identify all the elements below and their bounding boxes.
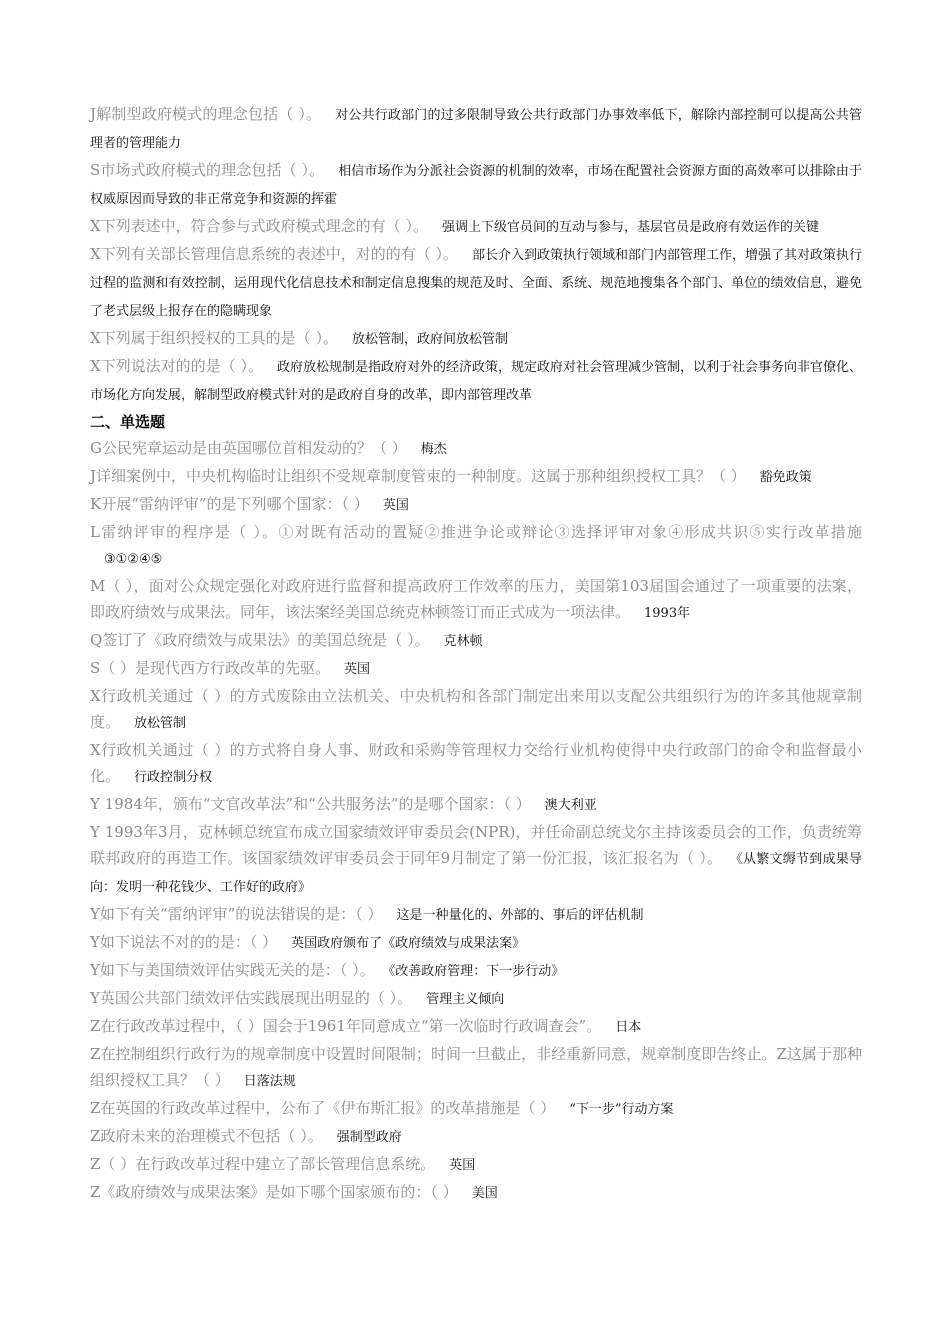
question-item xyxy=(90,655,862,683)
question-text: M（ ），面对公众规定强化对政府进行监督和提高政府工作效率的压力，美国第103届国会通过了一项重要的法案，即政府绩效与成果法。同年，该法案经美国总统克林顿签订而正式成为一项法律。 xyxy=(90,577,862,621)
question-item xyxy=(90,573,862,627)
answer-text: 英国政府颁布了《政府绩效与成果法案》 xyxy=(291,936,526,951)
question-item xyxy=(90,213,862,241)
answer-text: 1993年 xyxy=(644,606,691,621)
question-item xyxy=(90,901,862,929)
question-text: X下列表述中，符合参与式政府模式理念的有（ ）。 xyxy=(90,217,428,235)
answer-text: 相信市场作为分派社会资源的机制的效率，市场在配置社会资源方面的高效率可以排除由于权威原因而导致的非正常竞争和资源的挥霍 xyxy=(90,164,862,207)
question-text: G公民宪章运动是由英国哪位首相发动的？（ ） xyxy=(90,439,407,457)
question-item xyxy=(90,957,862,985)
document-body xyxy=(90,101,862,1207)
question-item xyxy=(90,241,862,325)
question-item xyxy=(90,819,862,901)
question-item xyxy=(90,1151,862,1179)
question-text: J详细案例中，中央机构临时让组织不受规章制度管束的一种制度。这属于那种组织授权工具？（ ） xyxy=(90,467,746,485)
answer-text: 强调上下级官员间的互动与参与，基层官员是政府有效运作的关键 xyxy=(441,220,819,235)
question-text: Q签订了《政府绩效与成果法》的美国总统是（ ）。 xyxy=(90,631,430,649)
question-text: Y英国公共部门绩效评估实践展现出明显的（ ）。 xyxy=(90,989,413,1007)
question-text: S（ ）是现代西方行政改革的先驱。 xyxy=(90,659,331,677)
question-text: Y 1993年3月，克林顿总统宣布成立国家绩效评审委员会(NPR)，并任命副总统戈尔主持该委员会的工作，负责统筹联邦政府的再造工作。该国家绩效评审委员会于同年9月制定了第一份汇报，该汇报名为（ ）。 xyxy=(90,823,862,867)
question-text: Z在英国的行政改革过程中，公布了《伊布斯汇报》的改革措施是（ ） xyxy=(90,1099,556,1117)
answer-text: 梅杰 xyxy=(420,442,447,457)
answer-text: 强制型政府 xyxy=(336,1130,402,1145)
answer-text: 政府放松规制是指政府对外的经济政策，规定政府对社会管理减少管制，以利于社会事务向非官僚化、市场化方向发展，解制型政府模式针对的是政府自身的改革，即内部管理改革 xyxy=(90,360,862,403)
answer-text: 《从繁文缛节到成果导向：发明一种花钱少、工作好的政府》 xyxy=(90,852,862,895)
question-text: Z在控制组织行政行为的规章制度中设置时间限制；时间一旦截止，非经重新同意，规章制度即告终止。Z这属于那种组织授权工具？（ ） xyxy=(90,1045,862,1089)
question-text: X下列有关部长管理信息系统的表述中，对的的有（ ）。 xyxy=(90,245,458,263)
answer-text: 豁免政策 xyxy=(759,470,812,485)
answer-text: 日落法规 xyxy=(243,1074,296,1089)
question-text: Z政府未来的治理模式不包括（ ）。 xyxy=(90,1127,323,1145)
question-item xyxy=(90,985,862,1013)
answer-text: 澳大利亚 xyxy=(544,798,597,813)
question-item xyxy=(90,519,862,573)
question-item xyxy=(90,791,862,819)
question-item xyxy=(90,627,862,655)
answer-text: 对公共行政部门的过多限制导致公共行政部门办事效率低下，解除内部控制可以提高公共管理者的管理能力 xyxy=(90,108,862,151)
answer-text: 美国 xyxy=(471,1186,498,1201)
question-text: X下列说法对的的是（ ）。 xyxy=(90,357,263,375)
question-item xyxy=(90,353,862,409)
answer-text: 放松管制 xyxy=(134,716,187,731)
answer-text: 英国 xyxy=(344,662,371,677)
answer-text: 管理主义倾向 xyxy=(426,992,505,1007)
question-text: X下列属于组织授权的工具的是（ ）。 xyxy=(90,329,338,347)
question-item xyxy=(90,683,862,737)
answer-text: 部长介入到政策执行领域和部门内部管理工作，增强了其对政策执行过程的监测和有效控制，运用现代化信息技术和制定信息搜集的规范及时、全面、系统、规范地搜集各个部门、单位的绩效信息，避免了老式层级上报存在的隐瞒现象 xyxy=(90,248,862,319)
question-text: X行政机关通过（ ）的方式废除由立法机关、中央机构和各部门制定出来用以支配公共组织行为的许多其他规章制度。 xyxy=(90,687,862,731)
answer-text: 英国 xyxy=(382,498,409,513)
question-item xyxy=(90,491,862,519)
answer-text: 日本 xyxy=(615,1020,642,1035)
question-item xyxy=(90,157,862,213)
question-item xyxy=(90,1179,862,1207)
question-item xyxy=(90,435,862,463)
answer-text: 英国 xyxy=(449,1158,476,1173)
answer-text: ③①②④⑤ xyxy=(104,552,163,567)
answer-text: 克林顿 xyxy=(443,634,483,649)
question-item xyxy=(90,463,862,491)
question-text: Z（ ）在行政改革过程中建立了部长管理信息系统。 xyxy=(90,1155,436,1173)
section-heading: 二、单选题 xyxy=(90,413,166,431)
answer-text: 《改善政府管理：下一步行动》 xyxy=(388,964,565,979)
question-item xyxy=(90,737,862,791)
question-text: Y 1984年，颁布“文官改革法”和“公共服务法”的是哪个国家：（ ） xyxy=(90,795,531,813)
answer-text: 行政控制分权 xyxy=(134,770,213,785)
question-text: L雷纳评审的程序是（ ）。①对既有活动的置疑②推进争论或辩论③选择评审对象④形成共识⑤实行改革措施 xyxy=(90,523,862,541)
question-text: S市场式政府模式的理念包括（ ）。 xyxy=(90,161,325,179)
question-text: Y如下说法不对的的是：（ ） xyxy=(90,933,278,951)
single-choice-list xyxy=(90,435,862,1207)
question-text: Y如下有关“雷纳评审”的说法错误的是：（ ） xyxy=(90,905,383,923)
question-text: Z在行政改革过程中，（ ）国会于1961年同意成立“第一次临时行政调查会”。 xyxy=(90,1017,602,1035)
question-text: X行政机关通过（ ）的方式将自身人事、财政和采购等管理权力交给行业机构使得中央行政部门的命令和监督最小化。 xyxy=(90,741,862,785)
question-text: K开展“雷纳评审”的是下列哪个国家：（ ） xyxy=(90,495,369,513)
multi-choice-list xyxy=(90,101,862,409)
question-text: Y如下与美国绩效评估实践无关的是：（ ）。 xyxy=(90,961,375,979)
question-item xyxy=(90,1095,862,1123)
answer-text: 放松管制，政府间放松管制 xyxy=(351,332,508,347)
question-item xyxy=(90,1013,862,1041)
question-text: J解制型政府模式的理念包括（ ）。 xyxy=(90,105,322,123)
question-item xyxy=(90,929,862,957)
question-item xyxy=(90,101,862,157)
answer-text: 这是一种量化的、外部的、事后的评估机制 xyxy=(396,908,644,923)
question-text: Z《政府绩效与成果法案》是如下哪个国家颁布的：（ ） xyxy=(90,1183,458,1201)
question-item xyxy=(90,1123,862,1151)
question-item xyxy=(90,325,862,353)
question-item xyxy=(90,1041,862,1095)
answer-text: “下一步”行动方案 xyxy=(569,1102,674,1117)
